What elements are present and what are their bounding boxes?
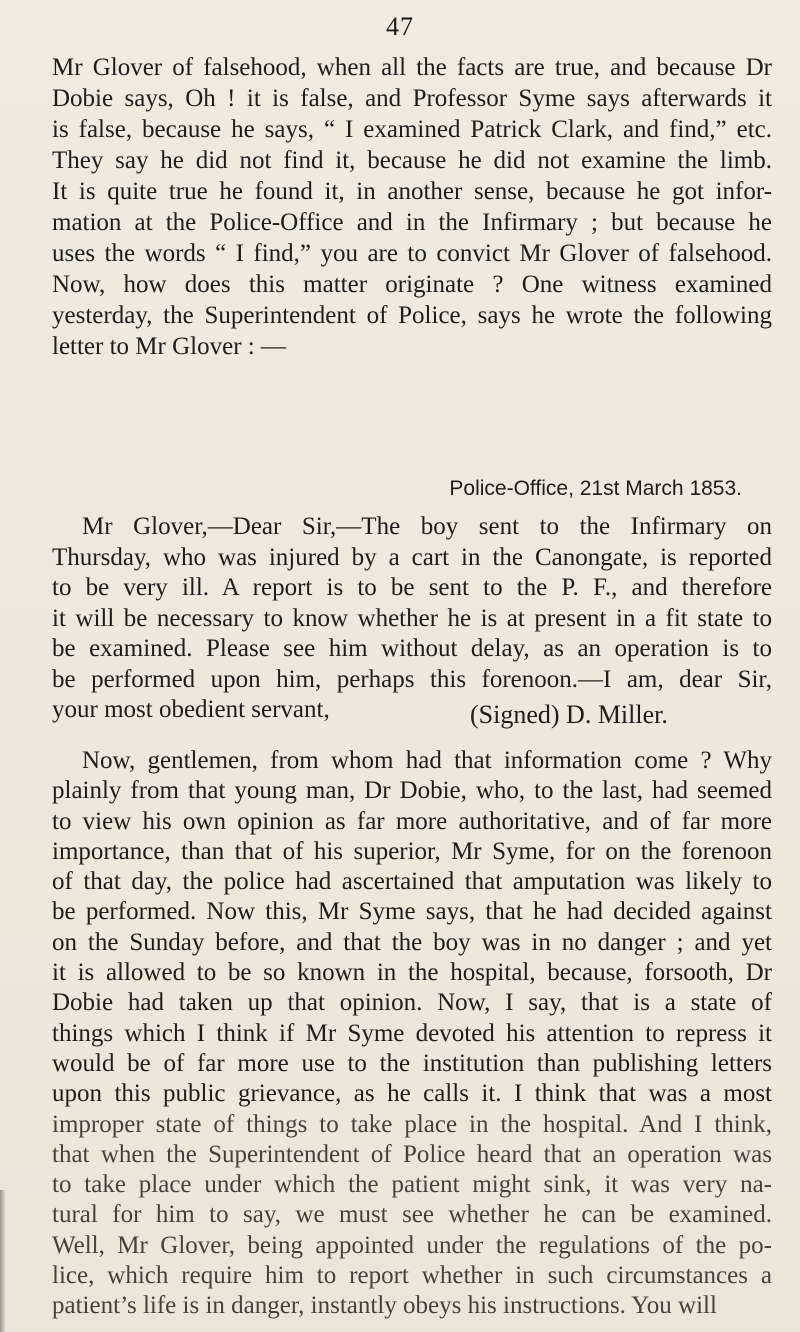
text-line: They say he did not find it, because he did not examine the limb. (52, 147, 772, 174)
text-line: of that day, the police had ascertained that amputation was likely to (52, 868, 772, 896)
page-number: 47 (386, 12, 414, 41)
text-line: that when the Superintendent of Police heard that an operation was (52, 1140, 772, 1168)
text-line: Dobie had taken up that opinion. Now, I say, that is a state of (52, 989, 772, 1017)
text-line: importance, than that of his superior, Mr Syme, for on the forenoon (52, 837, 772, 865)
text-line: be performed. Now this, Mr Syme says, that he had decided against (52, 898, 772, 926)
text-line: be examined. Please see him without delay, as an operation is to (52, 635, 772, 662)
text-line: yesterday, the Superintendent of Police, says he wrote the following (52, 302, 772, 329)
text-line: it is allowed to be so known in the hospital, because, forsooth, Dr (52, 959, 772, 987)
text-line: things which I think if Mr Syme devoted his attention to repress it (52, 1019, 772, 1047)
letter-dateline: Police-Office, 21st March 1853. (449, 477, 742, 500)
text-line: it will be necessary to know whether he is at present in a fit state to (52, 604, 772, 632)
text-line: lice, which require him to report whether in such circumstances a (52, 1262, 772, 1290)
text-line: Now, how does this matter originate ? One witness examined (52, 271, 772, 298)
text-line: on the Sunday before, and that the boy was in no danger ; and yet (52, 928, 772, 956)
text-line: your most obedient servant, (52, 696, 330, 723)
text-line: patient’s life is in danger, instantly obeys his instructions. You will (52, 1292, 717, 1320)
text-line: improper state of things to take place in the hospital. And I think, (52, 1110, 772, 1138)
text-line: It is quite true he found it, in another sense, because he got infor- (52, 178, 772, 205)
text-line: to take place under which the patient might sink, it was very na- (52, 1171, 772, 1199)
text-line: is false, because he says, “ I examined Patrick Clark, and find,” etc. (52, 116, 772, 143)
text-line: mation at the Police-Office and in the Infirmary ; but because he (52, 209, 772, 236)
text-line: Well, Mr Glover, being appointed under the regulations of the po- (52, 1231, 772, 1259)
text-line: to be very ill. A report is to be sent to the P. F., and therefore (52, 574, 772, 601)
text-line: Mr Glover of falsehood, when all the facts are true, and because Dr (52, 54, 772, 81)
letter-signature: (Signed) D. Miller. (470, 700, 668, 729)
text-line: upon this public grievance, as he calls it. I think that was a most (52, 1080, 772, 1108)
paragraph-1 (52, 52, 772, 362)
text-line: tural for him to say, we must see whether he can be examined. (52, 1201, 772, 1229)
text-line: uses the words “ I find,” you are to convict Mr Glover of falsehood. (52, 240, 772, 267)
text-line: Thursday, who was injured by a cart in the Canongate, is reported (52, 543, 772, 571)
text-line: plainly from that young man, Dr Dobie, who, to the last, had seemed (52, 777, 772, 805)
text-line: Dobie says, Oh ! it is false, and Professor Syme says afterwards it (52, 85, 772, 112)
text-line: Now, gentlemen, from whom had that information come ? Why (82, 747, 772, 774)
paragraph-2 (52, 746, 772, 1322)
text-line: Mr Glover,—Dear Sir,—The boy sent to the Infirmary on (82, 513, 772, 540)
text-line: to view his own opinion as far more authoritative, and of far more (52, 807, 772, 835)
text-line: be performed upon him, perhaps this forenoon.—I am, dear Sir, (52, 665, 772, 693)
page-edge-shadow (0, 1190, 6, 1332)
text-line: letter to Mr Glover : — (52, 333, 286, 360)
text-line: would be of far more use to the institution than publishing letters (52, 1049, 772, 1077)
quoted-letter (52, 512, 772, 726)
